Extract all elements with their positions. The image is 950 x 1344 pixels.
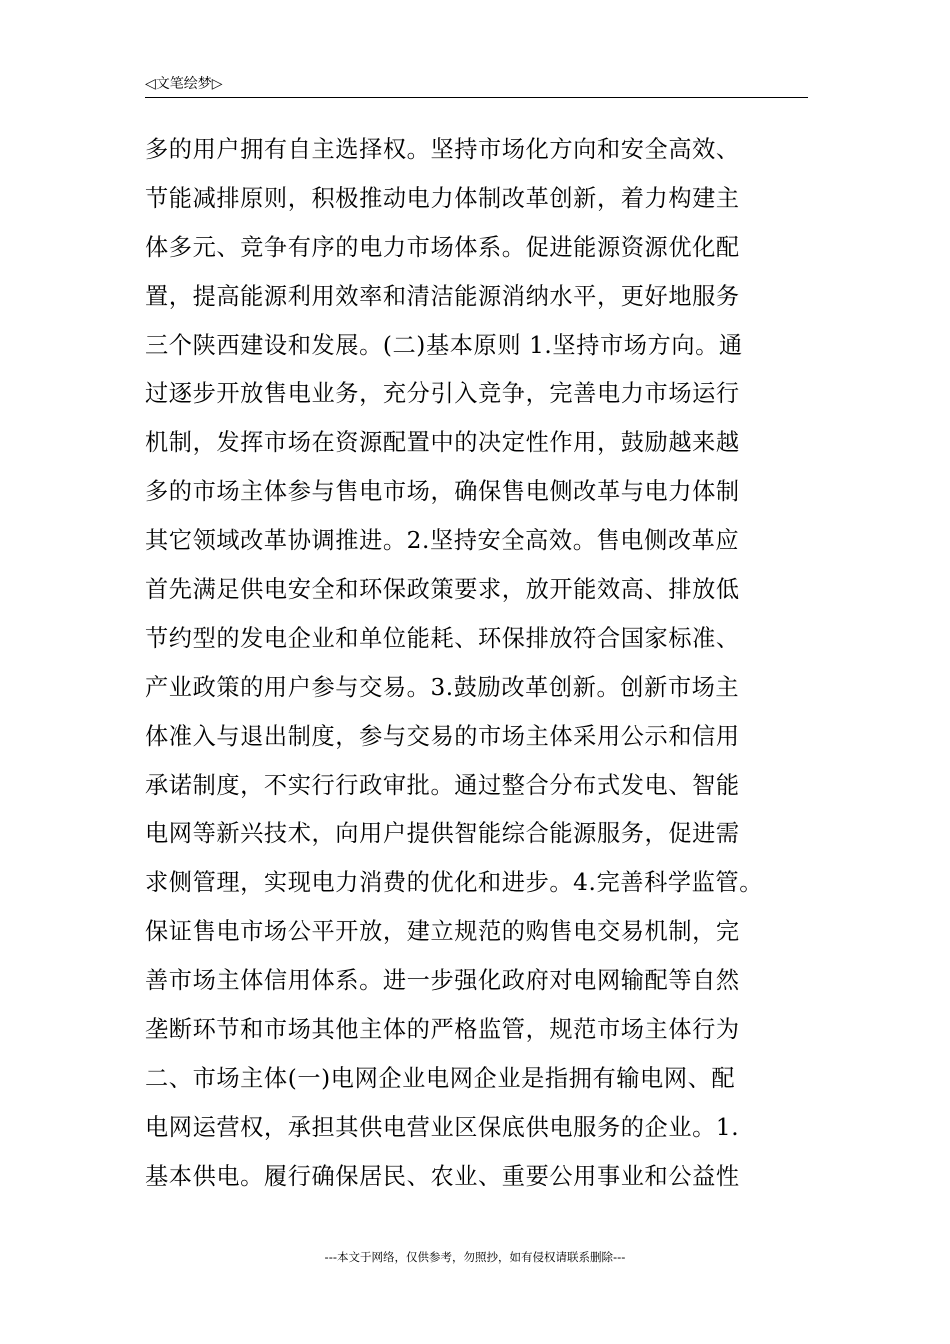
body-text-line: 善市场主体信用体系。进一步强化政府对电网输配等自然: [145, 967, 740, 995]
body-text-line: 其它领域改革协调推进。2.坚持安全高效。售电侧改革应: [145, 527, 740, 555]
body-text-line: 电网运营权，承担其供电营业区保底供电服务的企业。1.: [145, 1113, 740, 1141]
body-text-line: 电网等新兴技术，向用户提供智能综合能源服务，促进需: [145, 820, 740, 848]
document-body: [145, 126, 825, 1202]
body-text-line: 节能减排原则，积极推动电力体制改革创新，着力构建主: [145, 184, 740, 212]
header-brand: ◁文笔绘梦▷: [145, 76, 223, 92]
body-text-line: 多的市场主体参与售电市场，确保售电侧改革与电力体制: [145, 478, 740, 506]
body-text-line: 三个陕西建设和发展。(二)基本原则 1.坚持市场方向。通: [145, 331, 743, 359]
page-header: [145, 74, 808, 98]
body-text-line: 节约型的发电企业和单位能耗、环保排放符合国家标准、: [145, 624, 740, 652]
body-text-line: 机制，发挥市场在资源配置中的决定性作用，鼓励越来越: [145, 429, 740, 457]
body-text-line: 多的用户拥有自主选择权。坚持市场化方向和安全高效、: [145, 136, 740, 163]
body-text-line: 产业政策的用户参与交易。3.鼓励改革创新。创新市场主: [145, 673, 740, 701]
body-text-line: 首先满足供电安全和环保政策要求，放开能效高、排放低: [145, 576, 740, 604]
body-text-line: 基本供电。履行确保居民、农业、重要公用事业和公益性: [145, 1162, 740, 1190]
body-text-line: 垄断环节和市场其他主体的严格监管，规范市场主体行为: [145, 1016, 740, 1044]
body-text-line: 保证售电市场公平开放，建立规范的购售电交易机制，完: [145, 918, 740, 946]
body-text-line: 求侧管理，实现电力消费的优化和进步。4.完善科学监管。: [145, 869, 764, 897]
body-text-line: 体多元、竞争有序的电力市场体系。促进能源资源优化配: [145, 233, 740, 261]
header-rule: [145, 97, 808, 98]
body-text-line: 体准入与退出制度，参与交易的市场主体采用公示和信用: [145, 722, 740, 750]
body-text-line: 二、市场主体(一)电网企业电网企业是指拥有输电网、配: [145, 1064, 736, 1092]
body-text-line: 过逐步开放售电业务，充分引入竞争，完善电力市场运行: [145, 380, 740, 408]
body-text-line: 承诺制度，不实行行政审批。通过整合分布式发电、智能: [145, 771, 740, 799]
body-text-line: 置，提高能源利用效率和清洁能源消纳水平，更好地服务: [145, 282, 740, 310]
footer-notice: ---本文于网络，仅供参考，勿照抄，如有侵权请联系删除---: [324, 1250, 626, 1264]
